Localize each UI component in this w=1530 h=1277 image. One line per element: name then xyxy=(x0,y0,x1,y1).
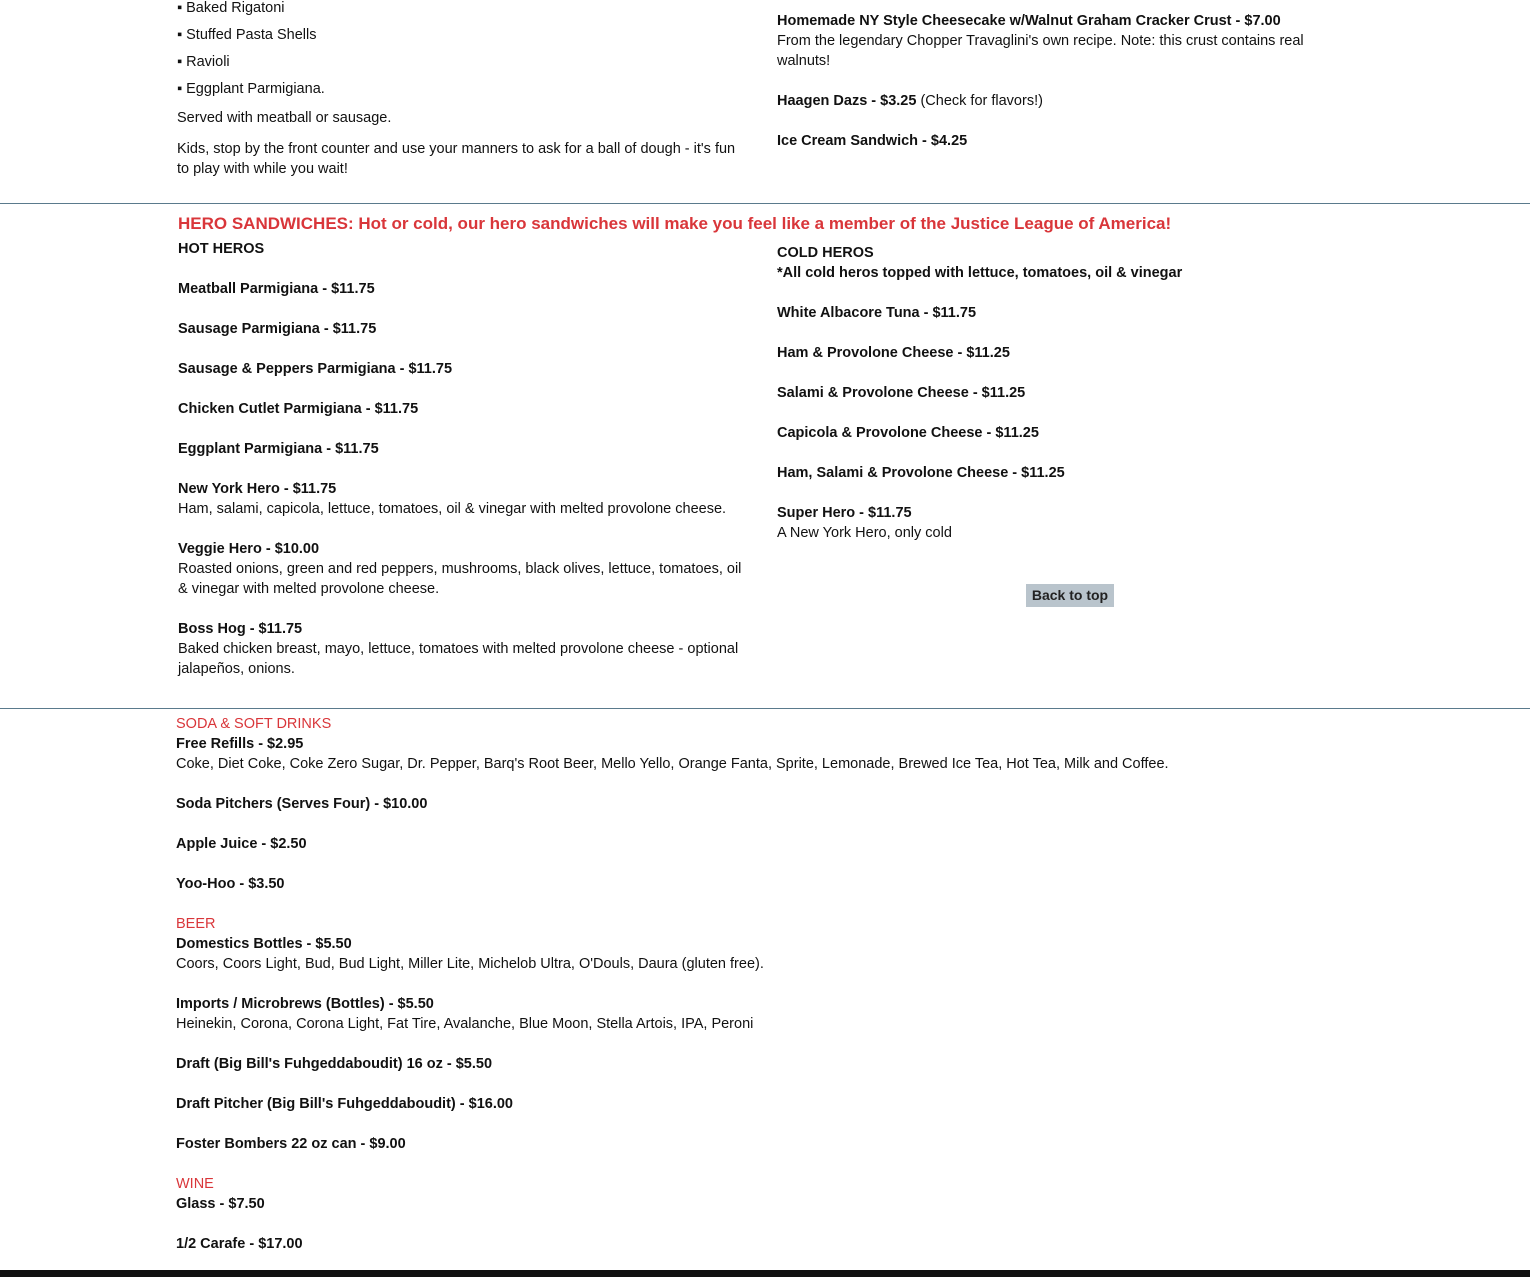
menu-item-title: Sausage Parmigiana - $11.75 xyxy=(178,321,377,337)
menu-item xyxy=(777,303,1337,323)
menu-item-description: Baked chicken breast, mayo, lettuce, tomatoes with melted provolone cheese - optional jalapeños, onions. xyxy=(178,641,739,677)
drinks-section xyxy=(176,714,1476,1254)
menu-item-title: Capicola & Provolone Cheese - $11.25 xyxy=(777,425,1039,441)
menu-item-description: Coke, Diet Coke, Coke Zero Sugar, Dr. Pepper, Barq's Root Beer, Mello Yello, Orange Fanta, Sprite, Lemonade, Brewed Ice Tea, Hot Tea, Milk and Coffee. xyxy=(176,756,1169,772)
menu-item-description: Coors, Coors Light, Bud, Bud Light, Miller Lite, Michelob Ultra, O'Douls, Daura (gluten free). xyxy=(176,956,764,972)
menu-item-description: Heinekin, Corona, Corona Light, Fat Tire, Avalanche, Blue Moon, Stella Artois, IPA, Peroni xyxy=(176,1016,754,1032)
menu-item xyxy=(176,1094,1476,1114)
footer-bar xyxy=(0,1270,1530,1277)
menu-item-title: Super Hero - $11.75 xyxy=(777,505,912,521)
pasta-section xyxy=(177,0,747,179)
menu-item-title: Soda Pitchers (Serves Four) - $10.00 xyxy=(176,796,428,812)
menu-item xyxy=(178,539,748,599)
menu-item-description: Ham, salami, capicola, lettuce, tomatoes, oil & vinegar with melted provolone cheese. xyxy=(178,501,727,517)
menu-item xyxy=(777,343,1337,363)
kids-note: Kids, stop by the front counter and use your manners to ask for a ball of dough - it's fun to play with while you wait! xyxy=(177,141,736,177)
haagen-dazs-item xyxy=(777,91,1337,111)
menu-item-title: Veggie Hero - $10.00 xyxy=(178,541,320,557)
menu-item-title: Eggplant Parmigiana - $11.75 xyxy=(178,441,379,457)
menu-item-title: White Albacore Tuna - $11.75 xyxy=(777,305,977,321)
hot-heros-column xyxy=(178,239,748,679)
menu-item xyxy=(176,794,1476,814)
menu-item-title: Free Refills - $2.95 xyxy=(176,736,304,752)
menu-item-title: Chicken Cutlet Parmigiana - $11.75 xyxy=(178,401,419,417)
menu-item xyxy=(176,834,1476,854)
menu-item xyxy=(777,423,1337,443)
desserts-section xyxy=(777,11,1337,151)
menu-item xyxy=(777,383,1337,403)
beer-heading: BEER xyxy=(176,916,216,932)
menu-item-title: Yoo-Hoo - $3.50 xyxy=(176,876,285,892)
menu-item-title: Ham & Provolone Cheese - $11.25 xyxy=(777,345,1010,361)
menu-item xyxy=(176,994,1476,1034)
wine-heading: WINE xyxy=(176,1176,214,1192)
soda-heading: SODA & SOFT DRINKS xyxy=(176,716,332,732)
cold-heros-note: *All cold heros topped with lettuce, tomatoes, oil & vinegar xyxy=(777,265,1183,281)
menu-item-description: Roasted onions, green and red peppers, mushrooms, black olives, lettuce, tomatoes, oil & vinegar with melted provolone cheese. xyxy=(178,561,742,597)
menu-item xyxy=(176,1054,1476,1074)
section-divider xyxy=(0,203,1530,204)
back-to-top-button[interactable]: Back to top xyxy=(1026,584,1114,607)
pasta-item: ▪ Baked Rigatoni xyxy=(177,0,747,27)
menu-item xyxy=(176,1234,1476,1254)
ice-cream-sandwich-title: Ice Cream Sandwich - $4.25 xyxy=(777,133,968,149)
menu-item-title: New York Hero - $11.75 xyxy=(178,481,337,497)
cold-heros-title: COLD HEROS xyxy=(777,245,874,261)
menu-item xyxy=(178,279,748,299)
menu-item-description: A New York Hero, only cold xyxy=(777,525,952,541)
cold-heros-column xyxy=(777,243,1337,543)
menu-item xyxy=(178,319,748,339)
haagen-dazs-note: (Check for flavors!) xyxy=(916,93,1043,109)
served-with-note: Served with meatball or sausage. xyxy=(177,110,392,126)
menu-item xyxy=(176,934,1476,974)
menu-item xyxy=(777,503,1337,543)
section-divider xyxy=(0,708,1530,709)
menu-item-title: Foster Bombers 22 oz can - $9.00 xyxy=(176,1136,406,1152)
cheesecake-title: Homemade NY Style Cheesecake w/Walnut Graham Cracker Crust - $7.00 xyxy=(777,13,1281,29)
cheesecake-description: From the legendary Chopper Travaglini's own recipe. Note: this crust contains real walnuts! xyxy=(777,33,1304,69)
pasta-item: ▪ Eggplant Parmigiana. xyxy=(177,81,747,108)
pasta-item: ▪ Stuffed Pasta Shells xyxy=(177,27,747,54)
menu-item-title: Domestics Bottles - $5.50 xyxy=(176,936,352,952)
menu-item xyxy=(176,874,1476,894)
menu-item xyxy=(176,1134,1476,1154)
menu-item xyxy=(178,359,748,379)
menu-item-title: Draft Pitcher (Big Bill's Fuhgeddaboudit) - $16.00 xyxy=(176,1096,513,1112)
menu-item-title: 1/2 Carafe - $17.00 xyxy=(176,1236,303,1252)
menu-item-title: Salami & Provolone Cheese - $11.25 xyxy=(777,385,1026,401)
hero-sandwiches-heading: HERO SANDWICHES: Hot or cold, our hero sandwiches will make you feel like a member of the Justice League of America! xyxy=(178,214,1172,233)
menu-item-title: Ham, Salami & Provolone Cheese - $11.25 xyxy=(777,465,1065,481)
menu-item xyxy=(178,439,748,459)
pasta-item: ▪ Ravioli xyxy=(177,54,747,81)
menu-item-title: Imports / Microbrews (Bottles) - $5.50 xyxy=(176,996,434,1012)
menu-item xyxy=(176,1194,1476,1214)
menu-item xyxy=(178,619,748,679)
menu-item-title: Glass - $7.50 xyxy=(176,1196,265,1212)
menu-item xyxy=(178,399,748,419)
menu-item xyxy=(176,734,1476,774)
menu-item-title: Boss Hog - $11.75 xyxy=(178,621,303,637)
hot-heros-title: HOT HEROS xyxy=(178,241,265,257)
menu-item-title: Sausage & Peppers Parmigiana - $11.75 xyxy=(178,361,453,377)
menu-item-title: Draft (Big Bill's Fuhgeddaboudit) 16 oz - $5.50 xyxy=(176,1056,493,1072)
menu-item-title: Apple Juice - $2.50 xyxy=(176,836,307,852)
menu-item xyxy=(777,463,1337,483)
menu-item-title: Meatball Parmigiana - $11.75 xyxy=(178,281,375,297)
menu-item xyxy=(178,479,748,519)
haagen-dazs-title: Haagen Dazs - $3.25 xyxy=(777,93,917,109)
